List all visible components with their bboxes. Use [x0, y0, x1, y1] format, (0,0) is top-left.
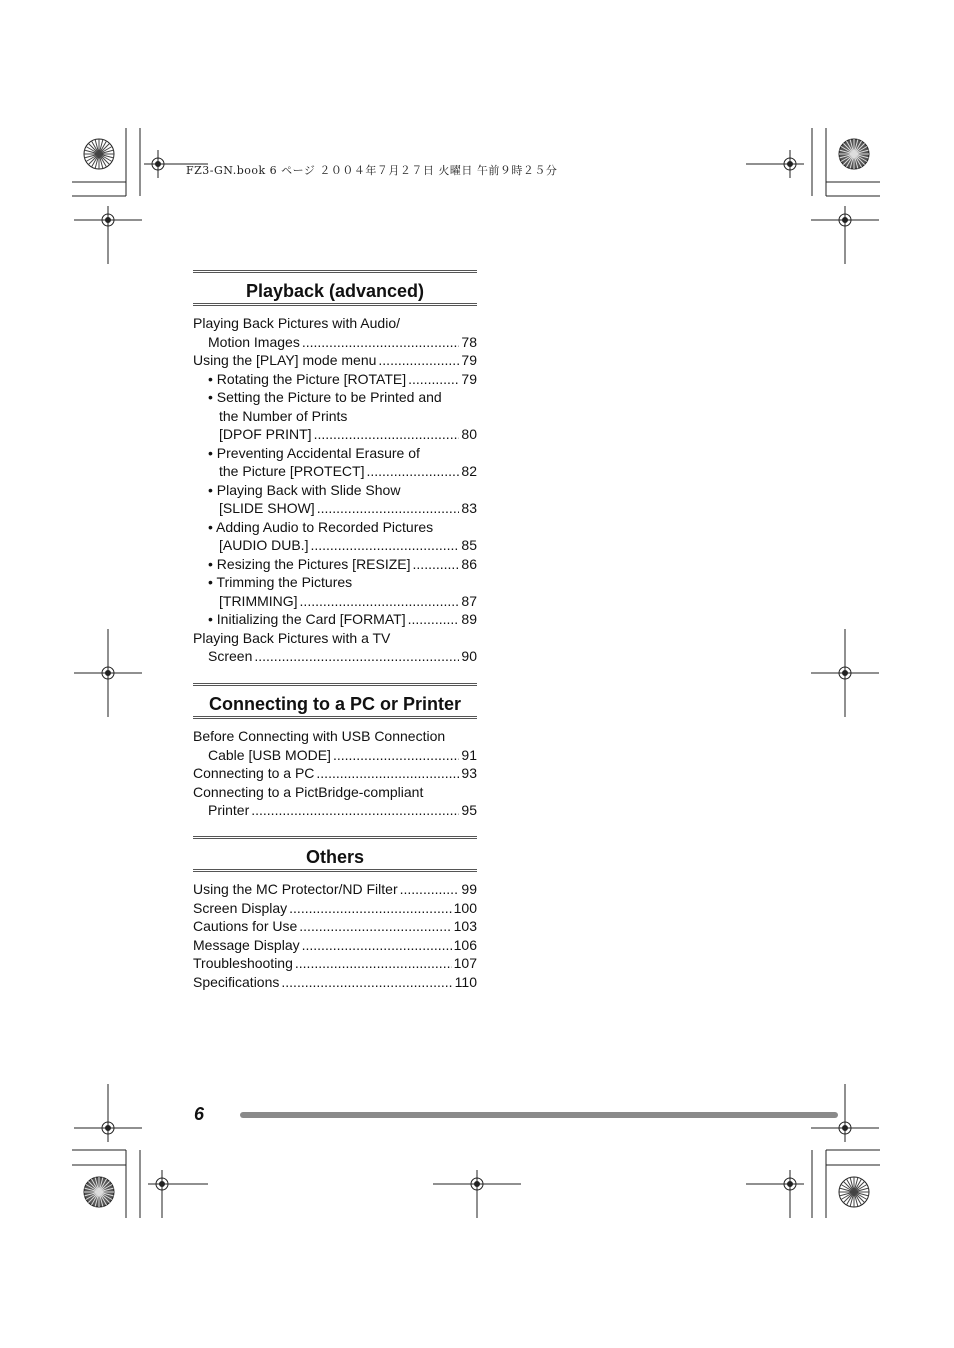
dot-leader [314, 425, 460, 444]
dot-leader [302, 333, 460, 352]
toc-entry: • Adding Audio to Recorded Pictures [208, 518, 434, 535]
toc-entry [193, 536, 477, 555]
toc-entry-title: Connecting to a PC [193, 765, 315, 781]
dot-leader [254, 647, 459, 666]
dot-leader [310, 536, 459, 555]
toc-page-number: 80 [461, 426, 477, 442]
page-number: 6 [194, 1104, 205, 1124]
print-header: FZ3-GN.book 6 ページ ２００４年７月２７日 火曜日 午前９時２５分 [186, 164, 558, 177]
dot-leader [300, 592, 460, 611]
toc-page-number: 89 [461, 611, 477, 627]
toc-page-number: 103 [453, 918, 477, 934]
dot-leader [251, 801, 459, 820]
toc-entry [193, 425, 477, 444]
toc-entry [193, 917, 477, 936]
dot-leader [302, 936, 452, 955]
registration-star-icon [84, 139, 114, 169]
toc-entries [193, 314, 477, 666]
toc-entry [193, 333, 477, 352]
toc-entry: • Preventing Accidental Erasure of [208, 444, 420, 461]
toc-page-number: 91 [461, 746, 477, 763]
toc-entry: Playing Back Pictures with Audio/ [193, 315, 400, 331]
toc-entry [193, 499, 477, 518]
dot-leader [281, 973, 452, 992]
dot-leader [289, 899, 451, 918]
toc-page-number: 83 [461, 500, 477, 516]
toc-page-number: 93 [461, 765, 477, 781]
toc-entry-title: Screen Display [193, 899, 288, 916]
toc-entry-title: Printer [208, 802, 250, 818]
toc-section-playback [193, 270, 477, 666]
toc-entry-title: [AUDIO DUB.] [219, 537, 309, 553]
toc-entry [193, 801, 477, 820]
footer-rule [240, 1112, 838, 1118]
section-heading: Playback (advanced) [193, 270, 477, 306]
toc-entry [193, 973, 477, 992]
toc-page-number: 79 [461, 370, 477, 387]
toc-entry: the Number of Prints [219, 407, 348, 424]
toc-entry-title: Cable [USB MODE] [208, 746, 331, 763]
toc-page-number: 79 [461, 352, 477, 368]
toc-page-number: 107 [453, 955, 477, 971]
toc-entry-title: Message Display [193, 936, 300, 953]
toc-section-others [193, 836, 477, 991]
toc-entry [193, 610, 477, 629]
toc-entry [193, 592, 477, 611]
toc-page-number: 85 [461, 537, 477, 553]
toc-entry-title: • Resizing the Pictures [RESIZE] [208, 555, 411, 572]
toc-entry-title: Specifications [193, 973, 280, 990]
dot-leader [378, 351, 459, 370]
toc-entry-title: Screen [208, 648, 253, 664]
registration-star-icon [84, 1177, 114, 1207]
registration-star-icon [839, 1177, 869, 1207]
toc-entry: • Playing Back with Slide Show [208, 481, 401, 498]
toc-entry [193, 647, 477, 666]
toc-entry [193, 899, 477, 918]
toc-entry: Before Connecting with USB Connection [193, 728, 446, 744]
dot-leader [408, 610, 460, 629]
dot-leader [333, 746, 459, 765]
toc-entries [193, 880, 477, 991]
toc-page-number: 95 [461, 802, 477, 818]
toc-entry [193, 370, 477, 389]
toc-page-number: 86 [461, 555, 477, 572]
toc-entry-title: Cautions for Use [193, 918, 298, 934]
toc-entry-title: • Initializing the Card [FORMAT] [208, 611, 406, 627]
toc-entry: • Trimming the Pictures [208, 574, 353, 590]
toc-page-number: 87 [461, 592, 477, 609]
toc-entry-title: [SLIDE SHOW] [219, 500, 315, 516]
dot-leader [366, 462, 459, 481]
toc-entry-title: [DPOF PRINT] [219, 426, 312, 442]
toc-entry [193, 880, 477, 899]
toc-entry-title: Troubleshooting [193, 955, 293, 971]
toc-page-number: 99 [461, 881, 477, 897]
toc-entry-title: Motion Images [208, 333, 300, 350]
section-heading: Connecting to a PC or Printer [193, 683, 477, 719]
dot-leader [316, 764, 459, 783]
toc-entry-title: [TRIMMING] [219, 592, 298, 609]
toc-entry: Playing Back Pictures with a TV [193, 629, 391, 646]
dot-leader [295, 954, 452, 973]
dot-leader [408, 370, 459, 389]
toc-entries [193, 727, 477, 820]
toc-page-number: 100 [453, 899, 477, 916]
toc-entry [193, 936, 477, 955]
toc-section-connecting [193, 683, 477, 820]
toc-entry-title: the Picture [PROTECT] [219, 463, 365, 479]
toc-page-number: 106 [453, 936, 477, 953]
toc-entry-title: • Rotating the Picture [ROTATE] [208, 370, 407, 387]
toc-page-number: 90 [461, 648, 477, 664]
toc-entry [193, 351, 477, 370]
toc-entry [193, 462, 477, 481]
registration-star-icon [839, 139, 869, 169]
toc-entry [193, 954, 477, 973]
toc-page-number: 110 [454, 973, 477, 990]
toc-entry [193, 746, 477, 765]
dot-leader [299, 917, 451, 936]
section-heading: Others [193, 836, 477, 872]
dot-leader [317, 499, 460, 518]
dot-leader [400, 880, 460, 899]
toc-page-number: 82 [461, 463, 477, 479]
toc-entry [193, 555, 477, 574]
dot-leader [413, 555, 460, 574]
toc-entry [193, 764, 477, 783]
toc-entry: Connecting to a PictBridge-compliant [193, 783, 424, 800]
toc-page-number: 78 [461, 333, 477, 350]
toc-entry-title: Using the MC Protector/ND Filter [193, 881, 398, 897]
toc-entry: • Setting the Picture to be Printed and [208, 389, 442, 405]
toc-entry-title: Using the [PLAY] mode menu [193, 352, 377, 368]
